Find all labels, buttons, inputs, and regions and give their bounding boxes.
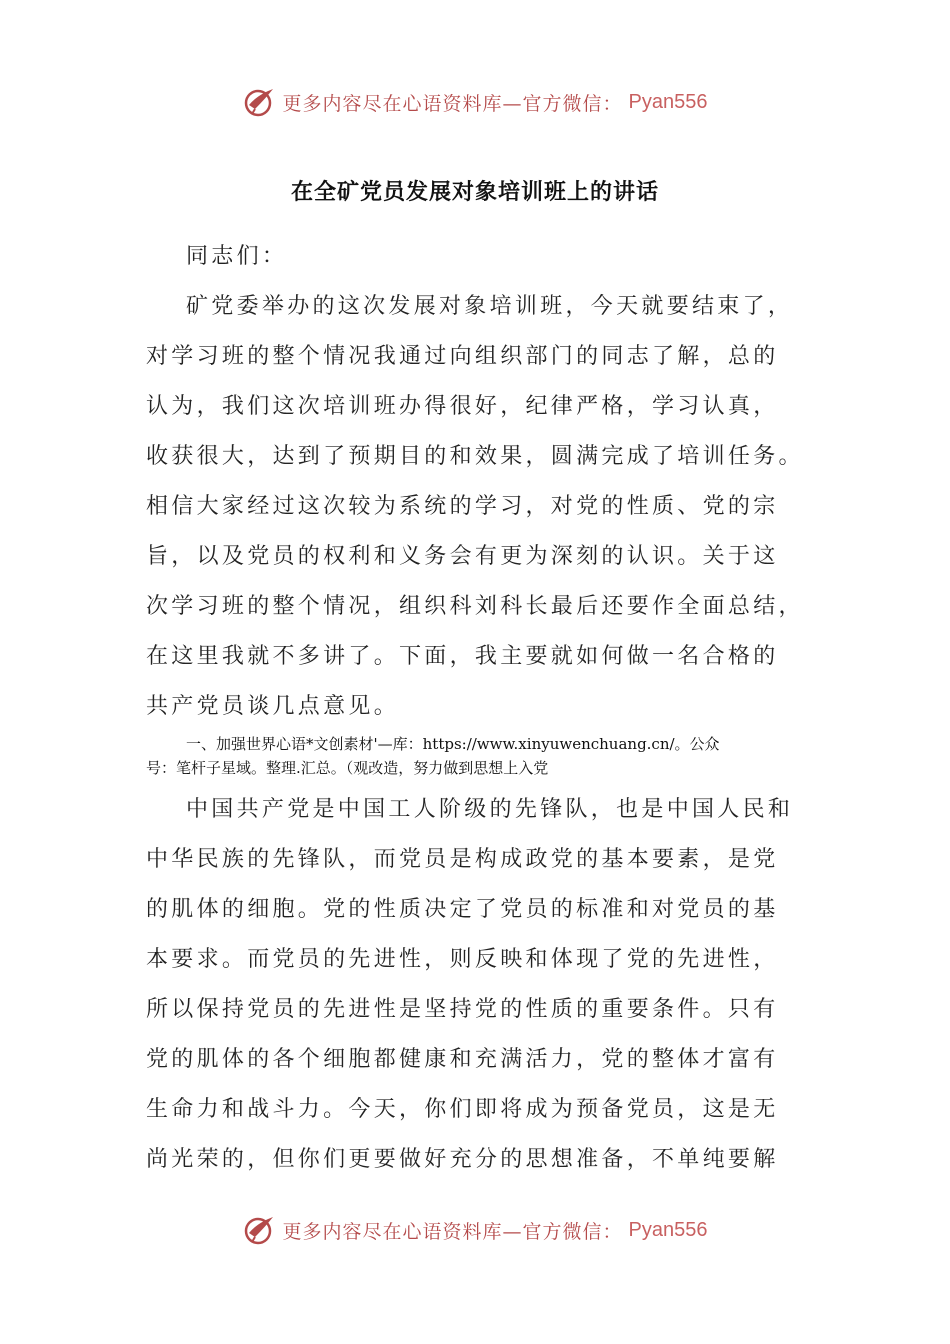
footer-banner <box>0 1208 950 1252</box>
section-heading-line: 号：笔杆子星域。整理.汇总。（观改造，努力做到思想上入党 <box>146 759 549 777</box>
paragraph-line: 生命力和战斗力。今天，你们即将成为预备党员，这是无 <box>146 1097 779 1122</box>
paragraph-line: 旨，以及党员的权利和义务会有更为深刻的认识。关于这 <box>146 544 779 569</box>
paragraph-line: 矿党委举办的这次发展对象培训班，今天就要结束了， <box>186 294 794 319</box>
paragraph-line: 中华民族的先锋队，而党员是构成政党的基本要素，是党 <box>146 847 779 872</box>
paragraph-line: 相信大家经过这次较为系统的学习，对党的性质、党的宗 <box>146 494 779 519</box>
section-heading-line: 一、加强世界心语*文创素材'—库：https://www.xinyuwenchuang.cn/。公众 <box>186 735 720 753</box>
paragraph-line: 尚光荣的，但你们更要做好充分的思想准备，不单纯要解 <box>146 1147 779 1172</box>
banner-text: 更多内容尽在心语资料库—官方微信： <box>282 92 623 115</box>
paragraph-line: 本要求。而党员的先进性，则反映和体现了党的先进性， <box>146 947 779 972</box>
paragraph-line: 认为，我们这次培训班办得很好，纪律严格，学习认真， <box>146 394 779 419</box>
document-title: 在全矿党员发展对象培训班上的讲话 <box>290 179 659 205</box>
paragraph-line: 共产党员谈几点意见。 <box>146 694 400 719</box>
pen-logo-icon <box>243 85 277 119</box>
paragraph-line: 在这里我就不多讲了。下面，我主要就如何做一名合格的 <box>146 644 779 669</box>
body-block-1 <box>146 232 806 732</box>
paragraph-line: 党的肌体的各个细胞都健康和充满活力，党的整体才富有 <box>146 1047 779 1072</box>
paragraph-line: 中国共产党是中国工人阶级的先锋队，也是中国人民和 <box>186 797 794 822</box>
salutation: 同志们： <box>186 244 288 269</box>
section-heading <box>146 732 814 780</box>
header-banner <box>0 80 950 124</box>
paragraph-line: 收获很大，达到了预期目的和效果，圆满完成了培训任务。 <box>146 444 804 469</box>
banner-wechat-handle: Pyan556 <box>628 90 708 113</box>
paragraph-line: 所以保持党员的先进性是坚持党的性质的重要条件。只有 <box>146 997 779 1022</box>
banner-wechat-handle: Pyan556 <box>628 1218 708 1241</box>
paragraph-line: 的肌体的细胞。党的性质决定了党员的标准和对党员的基 <box>146 897 779 922</box>
paragraph-line: 次学习班的整个情况，组织科刘科长最后还要作全面总结， <box>146 594 804 619</box>
banner-text: 更多内容尽在心语资料库—官方微信： <box>282 1220 623 1243</box>
body-block-2 <box>146 785 806 1185</box>
pen-logo-icon <box>243 1213 277 1247</box>
paragraph-line: 对学习班的整个情况我通过向组织部门的同志了解，总的 <box>146 344 779 369</box>
